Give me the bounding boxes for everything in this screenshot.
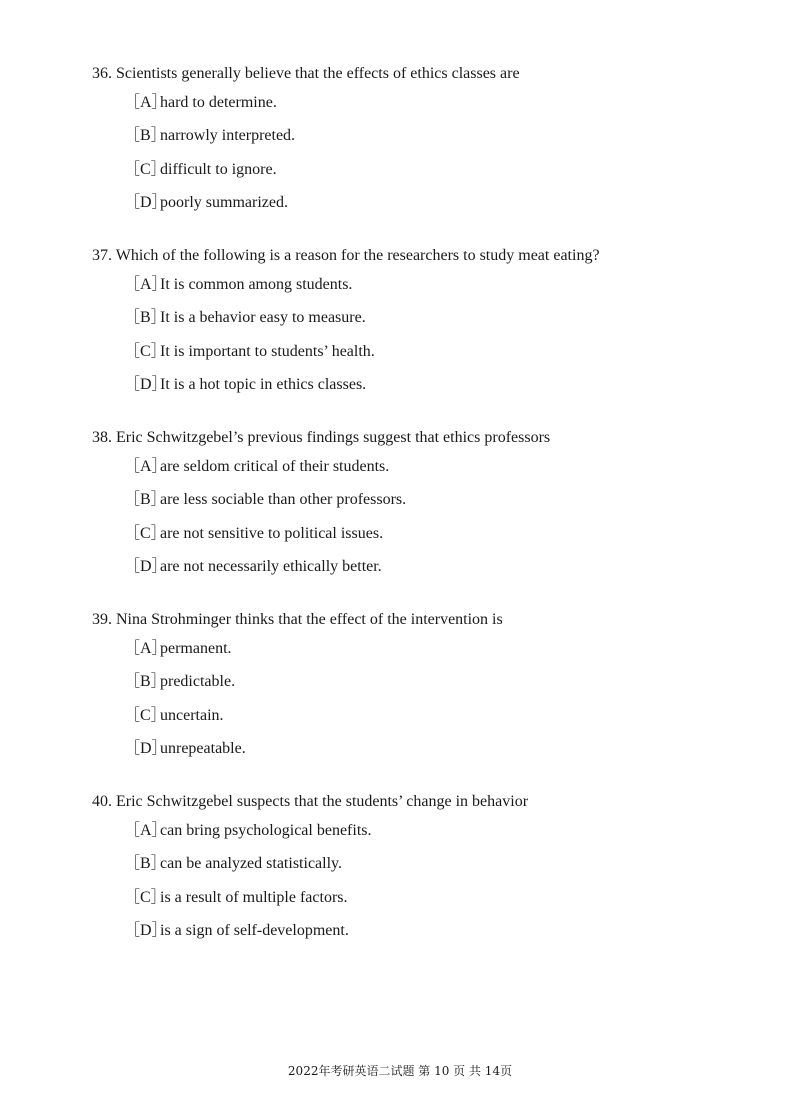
option-text: permanent. [160, 640, 232, 657]
option-letter: ［A］ [124, 276, 168, 293]
option-d [124, 375, 772, 395]
page-footer: 2022年考研英语二试题 第 10 页 共 14页 [287, 1064, 513, 1078]
option-text: It is a hot topic in ethics classes. [160, 375, 367, 393]
option-text: can bring psychological benefits. [160, 822, 372, 839]
option-text: unrepeatable. [160, 739, 246, 757]
option-letter: ［A］ [124, 822, 168, 839]
option-text: are not necessarily ethically better. [160, 557, 382, 575]
option-letter: ［D］ [124, 375, 168, 393]
option-letter: ［D］ [124, 193, 168, 211]
option-c [124, 706, 772, 726]
option-c [124, 524, 772, 544]
option-d [124, 193, 772, 213]
option-text: narrowly interpreted. [160, 127, 296, 145]
option-text: hard to determine. [160, 94, 277, 111]
option-c [124, 160, 772, 180]
option-letter: ［C］ [124, 888, 167, 906]
option-letter: ［A］ [124, 458, 168, 475]
option-a [124, 821, 772, 841]
option-letter: ［A］ [124, 94, 168, 111]
option-a [124, 275, 772, 295]
option-b [124, 126, 772, 146]
option-b [124, 490, 772, 510]
option-letter: ［B］ [124, 309, 167, 327]
option-a [124, 93, 772, 113]
option-letter: ［C］ [124, 524, 167, 542]
option-letter: ［C］ [124, 706, 167, 724]
question-stem: 39. Nina Strohminger thinks that the effect of the intervention is [92, 611, 503, 628]
option-d [124, 921, 772, 941]
option-text: are not sensitive to political issues. [160, 524, 384, 542]
option-text: It is common among students. [160, 276, 353, 293]
option-text: uncertain. [160, 706, 224, 724]
option-letter: ［C］ [124, 342, 167, 360]
question-37 [92, 246, 772, 395]
option-b [124, 672, 772, 692]
option-d [124, 557, 772, 577]
option-a [124, 639, 772, 659]
question-stem: 38. Eric Schwitzgebel’s previous findings suggest that ethics professors [92, 429, 551, 446]
option-text: is a result of multiple factors. [160, 888, 348, 906]
question-stem: 36. Scientists generally believe that the effects of ethics classes are [92, 65, 520, 82]
question-36 [92, 64, 772, 213]
option-text: It is important to students’ health. [160, 342, 375, 360]
option-letter: ［D］ [124, 921, 168, 939]
option-b [124, 308, 772, 328]
question-38 [92, 428, 772, 577]
option-text: difficult to ignore. [160, 160, 277, 178]
option-letter: ［D］ [124, 557, 168, 575]
option-text: are less sociable than other professors. [160, 491, 407, 509]
option-c [124, 888, 772, 908]
option-text: poorly summarized. [160, 193, 288, 211]
option-text: It is a behavior easy to measure. [160, 309, 366, 327]
option-letter: ［C］ [124, 160, 167, 178]
option-a [124, 457, 772, 477]
option-text: are seldom critical of their students. [160, 458, 390, 475]
option-letter: ［B］ [124, 491, 167, 509]
option-text: predictable. [160, 673, 236, 691]
question-40 [92, 792, 772, 941]
option-c [124, 342, 772, 362]
question-stem: 40. Eric Schwitzgebel suspects that the students’ change in behavior [92, 793, 529, 810]
option-letter: ［B］ [124, 127, 167, 145]
option-letter: ［A］ [124, 640, 168, 657]
option-letter: ［B］ [124, 673, 167, 691]
option-letter: ［B］ [124, 855, 167, 873]
option-text: is a sign of self-development. [160, 921, 349, 939]
question-stem: 37. Which of the following is a reason for the researchers to study meat eating? [92, 247, 600, 264]
option-text: can be analyzed statistically. [160, 855, 342, 873]
option-d [124, 739, 772, 759]
question-39 [92, 610, 772, 759]
option-letter: ［D］ [124, 739, 168, 757]
option-b [124, 854, 772, 874]
